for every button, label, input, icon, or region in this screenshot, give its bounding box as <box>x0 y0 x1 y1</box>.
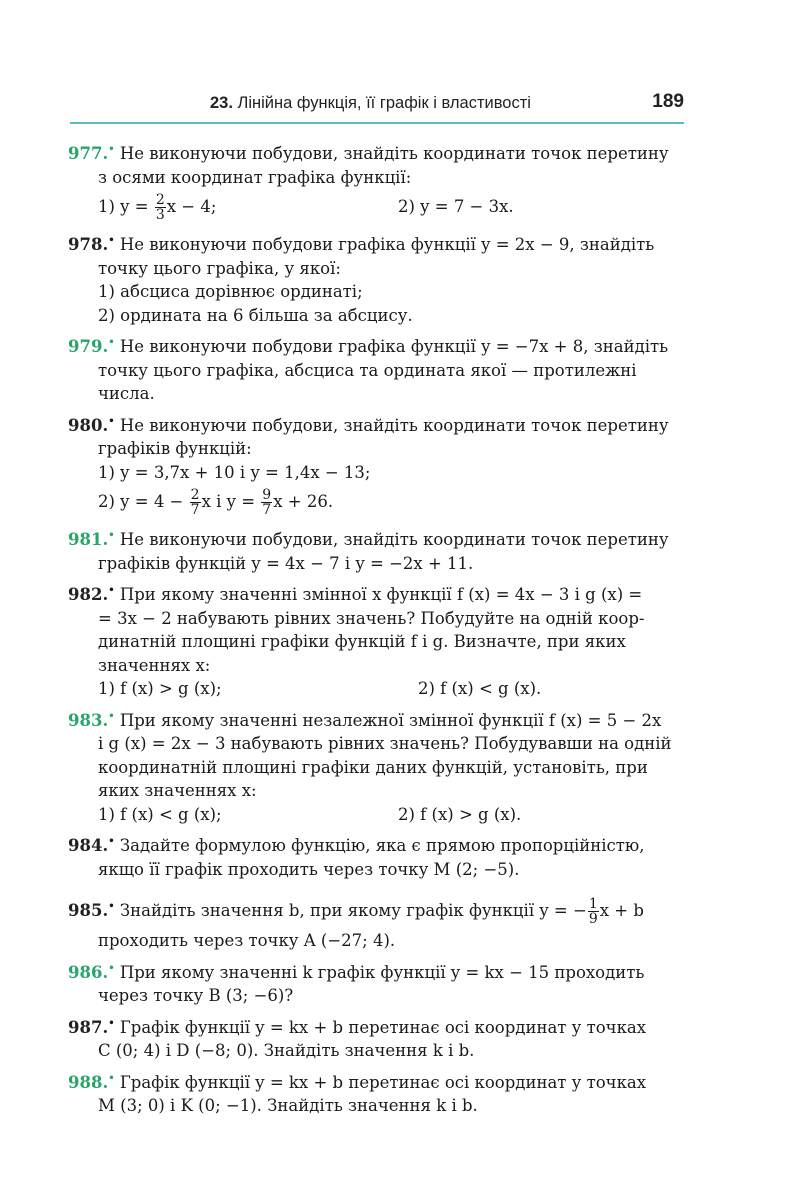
option-2: 2) f (x) > g (x). <box>398 804 522 824</box>
exercise-text: Не виконуючи побудови графіка функції y = −7x + 8, знайдіть <box>119 337 669 356</box>
exercise-980 <box>68 410 684 521</box>
options-row <box>68 677 684 701</box>
numerator: 2 <box>155 192 165 208</box>
exercise-number: 979. <box>68 337 109 356</box>
options-row <box>68 189 684 225</box>
formula-part: 2) y = 4 − <box>98 492 189 511</box>
exercise-text: графіків функцій y = 4x − 7 і y = −2x + 11. <box>98 553 474 573</box>
exercise-977 <box>68 138 684 225</box>
exercise-number: 988. <box>68 1072 109 1092</box>
exercise-number: 984. <box>68 836 109 855</box>
exercise-text: динатній площині графіки функцій f і g. Визначте, при яких <box>98 632 626 651</box>
exercise-982 <box>68 579 684 701</box>
difficulty-mark: • <box>108 337 115 348</box>
exercise-number: 985. <box>68 901 109 920</box>
option-2: 2) y = 7 − 3x. <box>398 197 514 216</box>
exercise-number: 980. <box>68 415 109 435</box>
page-number: 189 <box>652 91 684 112</box>
exercise-text: проходить через точку A (−27; 4). <box>98 931 396 950</box>
difficulty-mark: • <box>108 962 115 974</box>
exercise-988 <box>68 1067 684 1118</box>
difficulty-mark: • <box>108 836 115 847</box>
difficulty-mark: • <box>108 585 115 596</box>
exercise-text: M (3; 0) і K (0; −1). Знайдіть значення k і b. <box>98 1096 478 1115</box>
exercise-text: Знайдіть значення b, при якому графік функції y = − <box>119 901 587 920</box>
option-1 <box>98 189 398 225</box>
difficulty-mark: • <box>108 235 115 246</box>
exercise-text: і g (x) = 2x − 3 набувають рівних значень? Побудувавши на одній <box>98 734 672 753</box>
option-1: 1) f (x) > g (x); <box>98 679 222 698</box>
exercise-text: При якому значенні k графік функції y = kx − 15 проходить <box>119 962 645 982</box>
formula-part: 1) y = <box>98 197 154 216</box>
exercise-text: Не виконуючи побудови, знайдіть координати точок перетину <box>119 530 669 549</box>
fraction <box>261 488 272 517</box>
difficulty-mark: • <box>108 901 115 912</box>
exercise-text: з осями координат графіка функції: <box>98 167 412 187</box>
section-title <box>210 94 531 113</box>
exercise-number: 978. <box>68 235 109 254</box>
difficulty-mark: • <box>108 710 115 722</box>
page-header <box>70 88 684 124</box>
numerator: 9 <box>262 487 272 503</box>
exercise-983 <box>68 705 684 827</box>
exercise-text: При якому значенні змінної x функції f (x) = 4x − 3 і g (x) = <box>119 585 643 604</box>
exercise-text: Графік функції y = kx + b перетинає осі координат у точках <box>119 1017 647 1037</box>
exercise-text: якщо її графік проходить через точку M (2; −5). <box>98 859 520 879</box>
exercise-text: через точку B (3; −6)? <box>98 986 294 1005</box>
exercise-text: Не виконуючи побудови, знайдіть координати точок перетину <box>119 415 669 435</box>
exercise-text: Не виконуючи побудови, знайдіть координати точок перетину <box>119 144 669 163</box>
exercise-text: точку цього графіка, у якої: <box>98 258 341 278</box>
exercise-987 <box>68 1012 684 1063</box>
formula-part: x + b <box>599 901 644 920</box>
difficulty-mark: • <box>108 1017 115 1029</box>
formula-part: x + 26. <box>273 492 334 511</box>
exercise-text: Не виконуючи побудови графіка функції y = 2x − 9, знайдіть <box>119 235 655 254</box>
denominator: 7 <box>190 502 200 518</box>
option-1: 1) y = 3,7x + 10 і y = 1,4x − 13; <box>98 462 371 482</box>
option-2: 2) ордината на 6 більша за абсцису. <box>98 305 413 325</box>
exercise-text: числа. <box>98 384 155 403</box>
denominator: 3 <box>155 207 165 223</box>
exercise-text: графіків функцій: <box>98 439 252 458</box>
exercise-text: При якому значенні незалежної змінної функції f (x) = 5 − 2x <box>119 710 662 730</box>
option-1: 1) f (x) < g (x); <box>98 804 222 824</box>
exercise-text: яких значеннях x: <box>98 781 257 800</box>
option-1: 1) абсциса дорівнює ординаті; <box>98 282 363 301</box>
exercise-text: координатній площині графіки даних функцій, установіть, при <box>98 757 648 777</box>
exercise-text: = 3x − 2 набувають рівних значень? Побудуйте на одній коор- <box>98 608 645 628</box>
difficulty-mark: • <box>108 1072 115 1084</box>
fraction <box>588 897 599 926</box>
difficulty-mark: • <box>108 144 115 155</box>
exercise-text: Задайте формулою функцію, яка є прямою пропорційністю, <box>119 836 645 855</box>
denominator: 9 <box>588 911 598 927</box>
exercise-text: значеннях x: <box>98 655 211 675</box>
exercise-984 <box>68 830 684 881</box>
exercise-985 <box>68 885 684 953</box>
difficulty-mark: • <box>108 530 115 541</box>
exercise-text: C (0; 4) і D (−8; 0). Знайдіть значення k і b. <box>98 1041 475 1060</box>
exercise-979 <box>68 331 684 406</box>
formula-part: x і y = <box>201 492 261 511</box>
numerator: 2 <box>190 487 200 503</box>
option-2 <box>68 484 684 520</box>
option-2: 2) f (x) < g (x). <box>418 679 542 698</box>
denominator: 7 <box>262 502 272 518</box>
exercise-number: 983. <box>68 710 109 730</box>
fraction <box>190 488 201 517</box>
formula-part: x − 4; <box>166 197 217 216</box>
options-row <box>68 803 684 827</box>
exercise-line <box>68 885 684 929</box>
exercise-number: 987. <box>68 1017 109 1037</box>
exercise-number: 981. <box>68 530 109 549</box>
exercise-981 <box>68 524 684 575</box>
exercise-986 <box>68 957 684 1008</box>
difficulty-mark: • <box>108 415 115 427</box>
exercise-number: 986. <box>68 962 109 982</box>
numerator: 1 <box>588 896 598 912</box>
exercise-number: 982. <box>68 585 109 604</box>
exercise-978 <box>68 229 684 327</box>
exercise-text: точку цього графіка, абсциса та ордината якої — протилежні <box>98 360 637 380</box>
section-title-text: Лінійна функція, її графік і властивості <box>237 94 531 112</box>
fraction <box>155 193 166 222</box>
exercise-list <box>68 138 684 1122</box>
exercise-text: Графік функції y = kx + b перетинає осі координат у точках <box>119 1072 647 1092</box>
exercise-number: 977. <box>68 144 109 163</box>
section-number: 23. <box>210 94 233 112</box>
